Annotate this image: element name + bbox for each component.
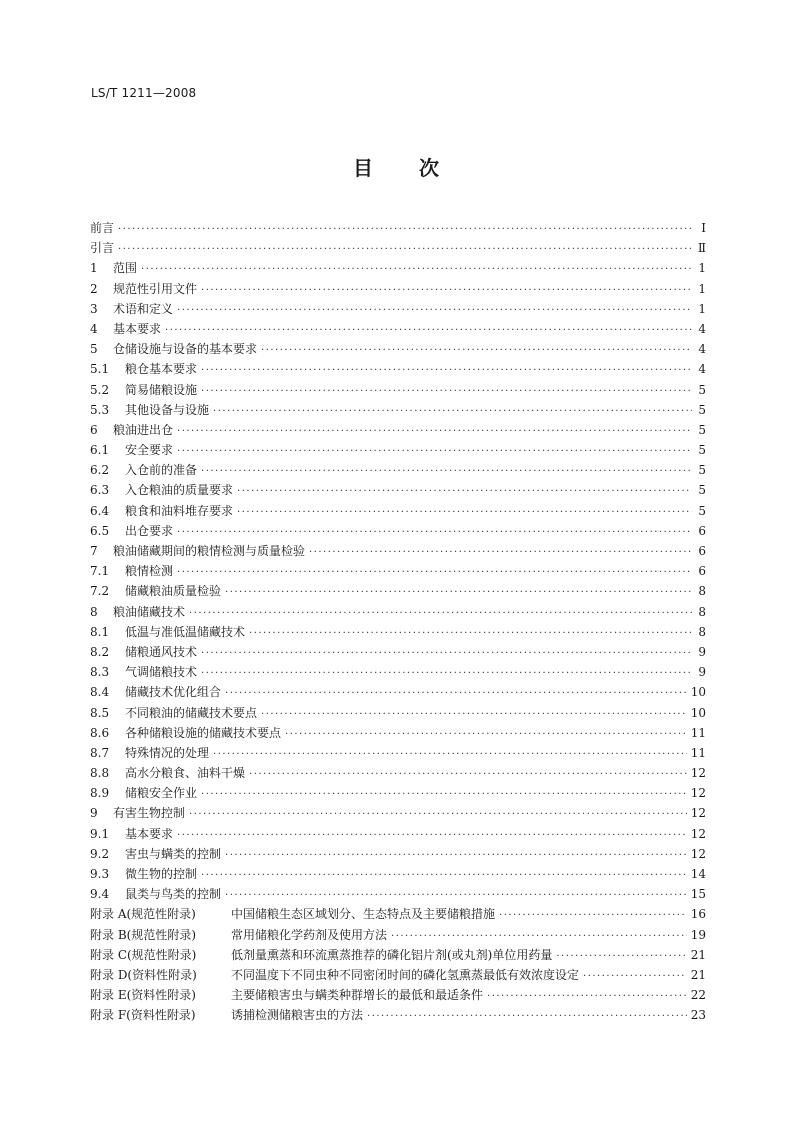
toc-entry-page-number: 12 <box>690 826 706 841</box>
toc-entry[interactable] <box>90 904 706 924</box>
toc-entry[interactable] <box>90 541 706 561</box>
toc-entry-number: 附录 C(规范性附录) <box>90 947 197 962</box>
toc-entry[interactable] <box>90 602 706 622</box>
toc-entry-title: 粮食和油料堆存要求 <box>125 503 234 518</box>
toc-dot-leader <box>583 967 687 987</box>
toc-entry-title: 规范性引用文件 <box>113 281 198 296</box>
toc-entry-title: 前言 <box>90 221 115 235</box>
toc-entry[interactable] <box>90 844 706 864</box>
toc-entry-page-number: 14 <box>690 867 706 881</box>
toc-entry[interactable] <box>90 824 706 844</box>
toc-entry-page-number: 23 <box>690 1008 706 1023</box>
toc-entry[interactable] <box>90 985 706 1005</box>
toc-entry-number: 5 <box>90 342 98 357</box>
toc-entry-number: 9.4 <box>90 887 110 902</box>
toc-entry-page-number: 12 <box>690 766 706 781</box>
toc-entry-page-number: 12 <box>690 786 706 801</box>
toc-entry[interactable] <box>90 339 706 359</box>
toc-entry-title: 安全要求 <box>125 443 174 458</box>
toc-entry[interactable] <box>90 763 706 783</box>
toc-dot-leader <box>201 281 692 301</box>
toc-dot-leader <box>237 482 692 502</box>
toc-dot-leader <box>249 624 692 644</box>
toc-entry[interactable] <box>90 965 706 985</box>
toc-entry[interactable] <box>90 682 706 702</box>
toc-dot-leader <box>118 220 692 240</box>
toc-dot-leader <box>249 765 687 785</box>
toc-entry-page-number: 9 <box>698 644 706 659</box>
toc-entry-page-number: 5 <box>698 483 706 498</box>
toc-entry[interactable] <box>90 359 706 379</box>
toc-dot-leader <box>487 987 687 1007</box>
toc-entry-page-number: 5 <box>698 503 706 518</box>
toc-entry[interactable] <box>90 864 706 884</box>
toc-entry-title: 储粮通风技术 <box>125 644 198 659</box>
toc-dot-leader <box>177 442 692 462</box>
toc-entry-title: 低温与准低温储藏技术 <box>125 624 246 639</box>
toc-entry[interactable] <box>90 440 706 460</box>
toc-dot-leader <box>225 684 687 704</box>
toc-entry-title: 微生物的控制 <box>125 867 198 881</box>
toc-entry-title: 粮油储藏期间的粮情检测与质量检验 <box>113 544 306 558</box>
toc-dot-leader <box>225 583 692 603</box>
toc-entry-title: 低剂量熏蒸和环流熏蒸推荐的磷化铝片剂(或丸剂)单位用药量 <box>231 947 553 962</box>
toc-entry-page-number: 12 <box>690 846 706 861</box>
toc-entry-number: 8 <box>90 604 98 619</box>
toc-entry-title: 简易储粮设施 <box>125 382 198 397</box>
toc-entry-title: 术语和定义 <box>113 301 174 316</box>
toc-entry-page-number: 19 <box>690 927 706 942</box>
toc-entry-number: 8.2 <box>90 644 110 659</box>
toc-entry-page-number: 15 <box>690 887 706 902</box>
toc-dot-leader <box>225 846 687 866</box>
document-code: LS/T 1211—2008 <box>91 86 197 100</box>
toc-dot-leader <box>261 705 687 725</box>
toc-entry-page-number: 21 <box>690 967 706 982</box>
toc-entry-title: 基本要求 <box>125 826 174 841</box>
toc-entry[interactable] <box>90 480 706 500</box>
toc-entry-number: 8.4 <box>90 685 110 700</box>
toc-entry-page-number: 4 <box>698 342 706 357</box>
toc-dot-leader <box>177 422 692 442</box>
toc-entry[interactable] <box>90 420 706 440</box>
toc-entry-title: 粮油储藏技术 <box>113 604 186 619</box>
toc-entry-number: 9.3 <box>90 867 110 881</box>
toc-entry-title: 储粮安全作业 <box>125 786 198 801</box>
toc-entry-page-number: 4 <box>698 321 706 336</box>
toc-dot-leader <box>261 341 692 361</box>
toc-dot-leader <box>165 321 692 341</box>
toc-entry-page-number: 8 <box>698 584 706 599</box>
toc-entry-number: 附录 D(资料性附录) <box>90 967 197 982</box>
toc-entry[interactable] <box>90 238 706 258</box>
toc-entry[interactable] <box>90 662 706 682</box>
toc-entry-page-number: 10 <box>690 685 706 700</box>
toc-entry-title: 其他设备与设施 <box>125 402 210 417</box>
page-title <box>0 152 794 181</box>
toc-entry-page-number: 4 <box>698 362 706 377</box>
toc-entry-page-number: 12 <box>690 806 706 821</box>
toc-entry-page-number: 5 <box>698 402 706 417</box>
toc-entry-page-number: Ⅱ <box>697 241 706 256</box>
toc-entry[interactable] <box>90 279 706 299</box>
toc-entry-title: 不同粮油的储藏技术要点 <box>125 705 258 720</box>
toc-entry-title: 鼠类与鸟类的控制 <box>125 887 222 902</box>
toc-dot-leader <box>189 805 687 825</box>
toc-entry[interactable] <box>90 945 706 965</box>
toc-entry-number: 9.1 <box>90 826 110 841</box>
toc-entry-number: 8.3 <box>90 665 110 680</box>
toc-entry[interactable] <box>90 622 706 642</box>
toc-entry-title: 出仓要求 <box>125 523 174 538</box>
toc-entry-page-number: 8 <box>698 624 706 639</box>
toc-entry-page-number: 9 <box>698 665 706 680</box>
toc-entry-title: 有害生物控制 <box>113 806 186 821</box>
toc-entry-title: 中国储粮生态区域划分、生态特点及主要储粮措施 <box>231 907 496 922</box>
toc-entry-page-number: 1 <box>698 281 706 296</box>
toc-entry-number: 6.3 <box>90 483 110 498</box>
toc-entry[interactable] <box>90 319 706 339</box>
toc-entry-page-number: Ⅰ <box>701 221 706 235</box>
toc-entry[interactable] <box>90 521 706 541</box>
toc-entry[interactable] <box>90 561 706 581</box>
toc-entry-title: 入仓粮油的质量要求 <box>125 483 234 498</box>
toc-dot-leader <box>285 725 687 745</box>
toc-entry-title: 粮情检测 <box>125 564 174 579</box>
toc-entry-page-number: 5 <box>698 443 706 458</box>
toc-entry-number: 6.4 <box>90 503 110 518</box>
toc-dot-leader <box>309 543 692 563</box>
toc-dot-leader <box>177 826 687 846</box>
toc-entry-page-number: 1 <box>698 261 706 276</box>
toc-entry-number: 2 <box>90 281 98 296</box>
toc-entry-page-number: 21 <box>690 947 706 962</box>
toc-entry-page-number: 6 <box>698 523 706 538</box>
toc-dot-leader <box>201 664 692 684</box>
toc-entry-title: 仓储设施与设备的基本要求 <box>113 342 258 357</box>
toc-entry-number: 4 <box>90 321 98 336</box>
toc-dot-leader <box>201 361 692 381</box>
toc-dot-leader <box>201 644 692 664</box>
toc-entry[interactable] <box>90 884 706 904</box>
toc-entry-number: 8.8 <box>90 766 110 781</box>
toc-entry-page-number: 16 <box>690 907 706 922</box>
toc-entry-number: 8.1 <box>90 624 110 639</box>
toc-entry-page-number: 10 <box>690 705 706 720</box>
toc-entry-title: 气调储粮技术 <box>125 665 198 680</box>
toc-dot-leader <box>177 301 692 321</box>
toc-entry-number: 6 <box>90 422 98 437</box>
toc-dot-leader <box>237 503 692 523</box>
toc-entry[interactable] <box>90 299 706 319</box>
toc-entry-page-number: 11 <box>690 725 706 740</box>
toc-entry[interactable] <box>90 803 706 823</box>
toc-entry-number: 5.2 <box>90 382 110 397</box>
toc-dot-leader <box>177 563 692 583</box>
toc-entry[interactable] <box>90 218 706 238</box>
toc-entry-page-number: 8 <box>698 604 706 619</box>
toc-entry-number: 附录 F(资料性附录) <box>90 1008 196 1023</box>
toc-entry-number: 9 <box>90 806 98 821</box>
toc-entry-title: 粮仓基本要求 <box>125 362 198 377</box>
toc-entry-title: 储藏技术优化组合 <box>125 685 222 700</box>
toc-entry-title: 入仓前的准备 <box>125 463 198 478</box>
toc-entry-title: 害虫与螨类的控制 <box>125 846 222 861</box>
toc-entry[interactable] <box>90 460 706 480</box>
toc-dot-leader <box>213 745 687 765</box>
toc-dot-leader <box>118 240 692 260</box>
toc-dot-leader <box>201 382 692 402</box>
toc-entry-page-number: 22 <box>690 988 706 1003</box>
toc-dot-leader <box>201 866 687 886</box>
toc-entry[interactable] <box>90 743 706 763</box>
toc-entry-title: 储藏粮油质量检验 <box>125 584 222 599</box>
toc-entry-title: 不同温度下不同虫种不同密闭时间的磷化氢熏蒸最低有效浓度设定 <box>231 967 580 982</box>
toc-entry-title: 主要储粮害虫与螨类种群增长的最低和最适条件 <box>231 988 484 1003</box>
toc-entry[interactable] <box>90 783 706 803</box>
toc-entry-title: 诱捕检测储粮害虫的方法 <box>231 1008 364 1023</box>
toc-entry[interactable] <box>90 581 706 601</box>
toc-entry-page-number: 6 <box>698 564 706 579</box>
toc-entry-number: 附录 B(规范性附录) <box>90 927 196 942</box>
toc-entry-title: 基本要求 <box>113 321 162 336</box>
toc-entry-number: 7.2 <box>90 584 110 599</box>
toc-dot-leader <box>201 785 687 805</box>
toc-entry-title: 粮油进出仓 <box>113 422 174 437</box>
toc-entry[interactable] <box>90 380 706 400</box>
toc-entry-number: 8.6 <box>90 725 110 740</box>
toc-entry[interactable] <box>90 258 706 278</box>
toc-entry-page-number: 6 <box>698 544 706 558</box>
toc-entry-title: 各种储粮设施的储藏技术要点 <box>125 725 282 740</box>
toc-entry-number: 3 <box>90 301 98 316</box>
toc-entry-title: 范围 <box>113 261 138 276</box>
toc-dot-leader <box>499 906 687 926</box>
toc-dot-leader <box>141 260 692 280</box>
toc-entry-number: 附录 E(资料性附录) <box>90 988 196 1003</box>
toc-entry-page-number: 5 <box>698 422 706 437</box>
toc-entry-page-number: 1 <box>698 301 706 316</box>
toc-entry[interactable] <box>90 925 706 945</box>
toc-entry-title: 常用储粮化学药剂及使用方法 <box>231 927 388 942</box>
toc-entry-number: 8.9 <box>90 786 110 801</box>
toc-entry-title: 特殊情况的处理 <box>125 745 210 760</box>
toc-dot-leader <box>213 402 692 422</box>
toc-entry[interactable] <box>90 400 706 420</box>
toc-dot-leader <box>201 462 692 482</box>
title-char-2: 次 <box>419 156 441 180</box>
table-of-contents <box>90 218 706 1026</box>
toc-entry-number: 5.1 <box>90 362 110 377</box>
toc-entry-page-number: 5 <box>698 382 706 397</box>
toc-entry[interactable] <box>90 1005 706 1025</box>
toc-entry-page-number: 5 <box>698 463 706 478</box>
toc-entry-number: 8.7 <box>90 745 110 760</box>
title-char-1: 目 <box>353 156 375 180</box>
toc-entry-page-number: 11 <box>690 745 706 760</box>
toc-entry-title: 高水分粮食、油料干燥 <box>125 766 246 781</box>
toc-entry-number: 6.2 <box>90 463 110 478</box>
toc-entry-number: 1 <box>90 261 98 276</box>
toc-entry[interactable] <box>90 642 706 662</box>
toc-entry[interactable] <box>90 501 706 521</box>
toc-entry-number: 7 <box>90 544 98 558</box>
toc-entry-number: 5.3 <box>90 402 110 417</box>
toc-entry-title: 引言 <box>90 241 115 256</box>
toc-dot-leader <box>556 947 686 967</box>
toc-entry-number: 9.2 <box>90 846 110 861</box>
toc-entry[interactable] <box>90 703 706 723</box>
toc-dot-leader <box>189 604 692 624</box>
toc-entry-number: 6.1 <box>90 443 110 458</box>
toc-entry-number: 附录 A(规范性附录) <box>90 907 196 922</box>
toc-entry[interactable] <box>90 723 706 743</box>
toc-entry-number: 8.5 <box>90 705 110 720</box>
toc-dot-leader <box>177 523 692 543</box>
toc-entry-number: 6.5 <box>90 523 110 538</box>
toc-dot-leader <box>225 886 687 906</box>
toc-dot-leader <box>391 927 687 947</box>
toc-entry-number: 7.1 <box>90 564 110 579</box>
toc-dot-leader <box>367 1007 687 1027</box>
